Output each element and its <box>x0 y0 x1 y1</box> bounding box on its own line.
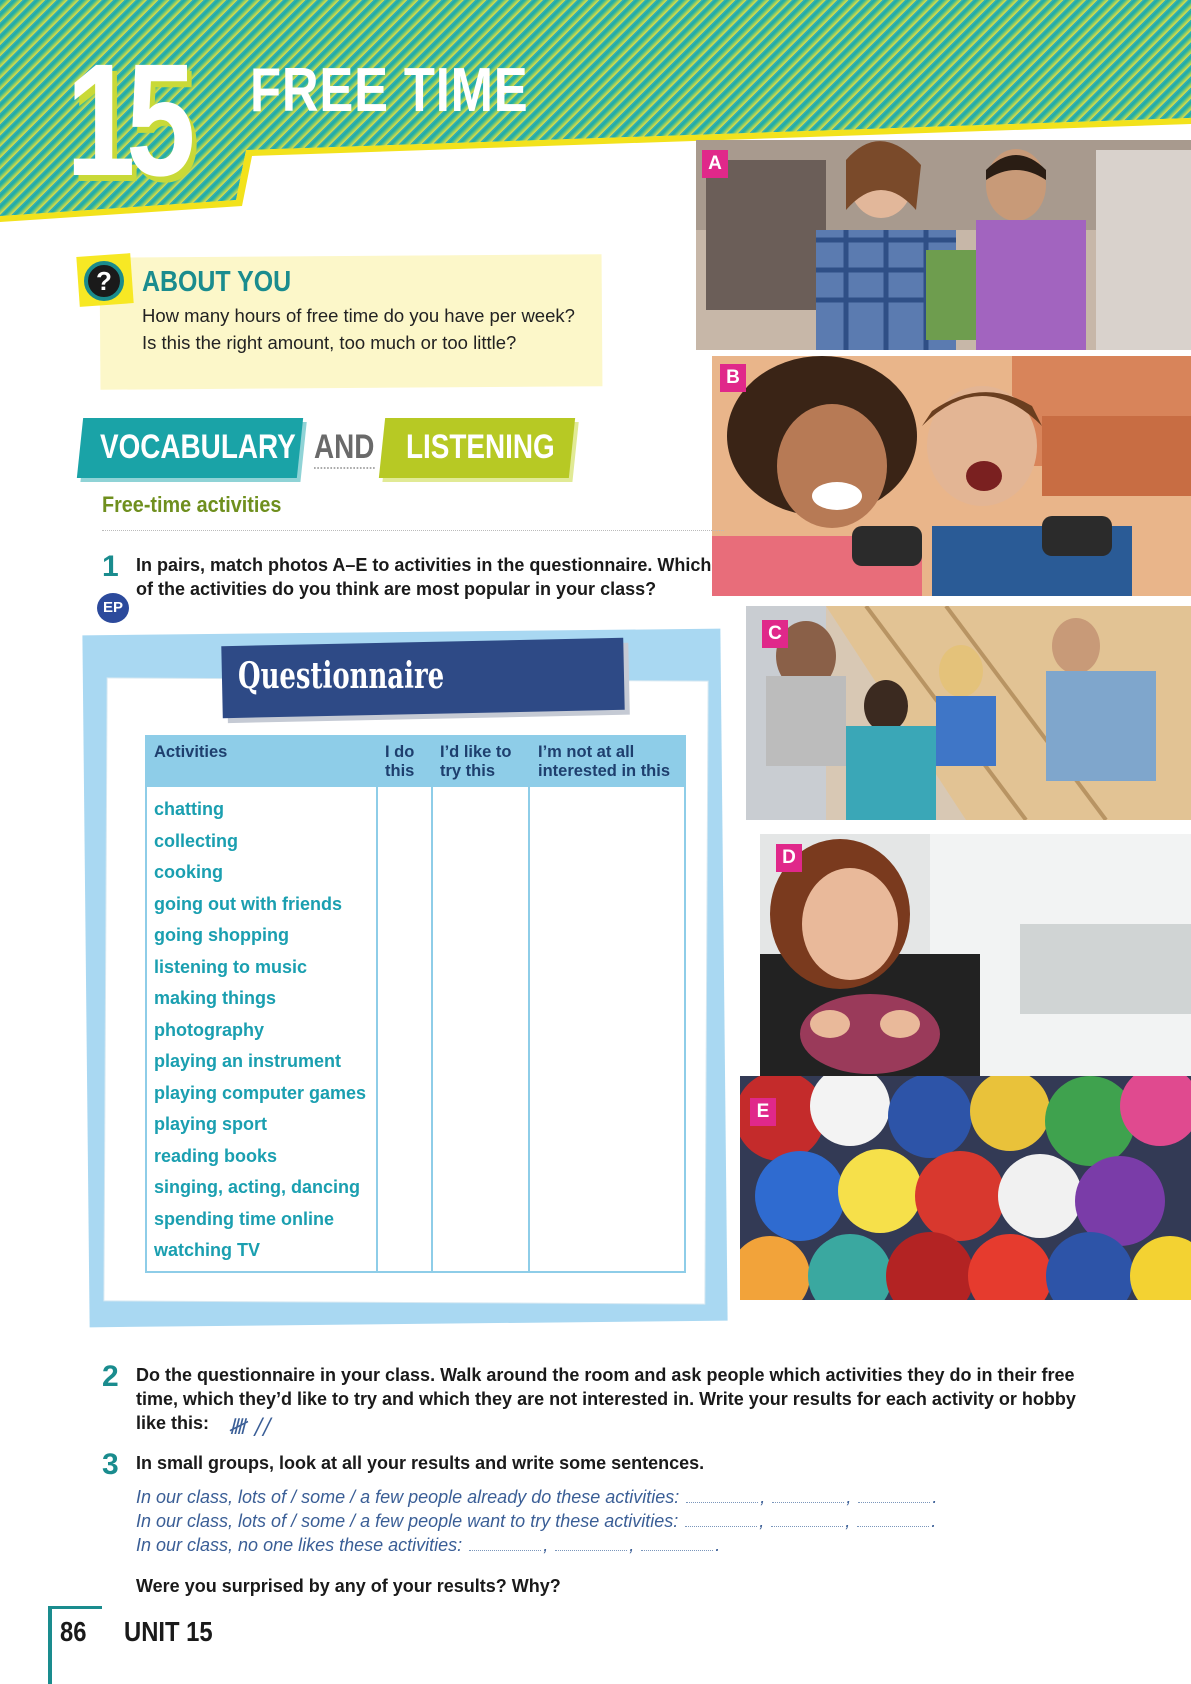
exercise-3-number: 3 <box>102 1448 119 1481</box>
photo-label-c: C <box>762 620 788 648</box>
photo-label-a: A <box>702 150 728 178</box>
questionnaire-table <box>145 735 686 1273</box>
activity-item: reading books <box>154 1146 278 1166</box>
activity-item: playing sport <box>154 1114 268 1134</box>
exercise-2-line-3: like this: <box>136 1413 210 1433</box>
footer-rule <box>48 1606 102 1609</box>
footer-bar <box>48 1606 52 1684</box>
about-you-title: ABOUT YOU <box>142 266 292 298</box>
photo-c <box>746 606 1191 820</box>
activity-item: going out with friends <box>154 894 342 914</box>
activity-item: cooking <box>154 862 224 882</box>
activity-item: playing an instrument <box>154 1051 342 1071</box>
sentence-line-2: In our class, lots of / some / a few people want to try these activities: , , . <box>136 1511 937 1531</box>
sentence-line-3: In our class, no one likes these activities: , , . <box>136 1535 721 1555</box>
header-i-do-this <box>385 743 414 781</box>
page-number: 86 <box>60 1616 87 1647</box>
photo-label-b: B <box>720 364 746 392</box>
header-i-do-line-2: this <box>385 762 415 780</box>
unit-title: FREE TIME <box>250 56 529 125</box>
photo-label-d: D <box>776 844 802 872</box>
photo-a-image <box>696 140 1191 350</box>
sentence-line-1: In our class, lots of / some / a few people already do these activities: , , . <box>136 1487 938 1507</box>
photo-e-image <box>740 1076 1191 1300</box>
header-like-line-1: I’d like to <box>440 743 512 761</box>
unit-number: 15 <box>66 30 187 209</box>
answer-blank[interactable] <box>469 1537 541 1551</box>
answer-blank[interactable] <box>858 1489 930 1503</box>
activity-item: going shopping <box>154 925 289 945</box>
answer-blank[interactable] <box>685 1513 757 1527</box>
photo-c-image <box>746 606 1191 820</box>
sentence-1-text: In our class, lots of / some / a few people already do these activities: <box>136 1487 680 1507</box>
question-icon: ? <box>84 261 124 301</box>
header-not-interested <box>538 743 670 781</box>
header-activities: Activities <box>154 743 228 761</box>
header-not-line-2: interested in this <box>538 762 671 780</box>
activity-item: playing computer games <box>154 1083 367 1103</box>
exercise-1-line-2: of the activities do you think are most popular in your class? <box>136 579 657 599</box>
activity-item: singing, acting, dancing <box>154 1177 361 1197</box>
photo-d <box>760 834 1191 1080</box>
activity-item: photography <box>154 1020 264 1040</box>
photo-b-image <box>712 356 1191 596</box>
questionnaire-title: Questionnaire <box>238 655 445 697</box>
answer-blank[interactable] <box>641 1537 713 1551</box>
activity-item: making things <box>154 988 277 1008</box>
questionnaire-header-row <box>147 737 684 787</box>
answer-blank[interactable] <box>771 1513 843 1527</box>
header-not-line-1: I’m not at all <box>538 743 635 761</box>
and-label: AND <box>314 428 374 469</box>
exercise-3-question: Were you surprised by any of your results? Why? <box>136 1576 561 1596</box>
activity-item: listening to music <box>154 957 308 977</box>
activity-item: spending time online <box>154 1209 335 1229</box>
ep-badge[interactable]: EP <box>97 593 129 623</box>
exercise-3-instruction: In small groups, look at all your results and write some sentences. <box>136 1453 705 1473</box>
subheading-divider <box>102 530 724 531</box>
exercise-2-number: 2 <box>102 1360 119 1393</box>
exercise-2-line-1: Do the questionnaire in your class. Walk around the room and ask people which activities they do in their free <box>136 1365 1075 1385</box>
answer-blank[interactable] <box>857 1513 929 1527</box>
photo-a <box>696 140 1191 350</box>
answer-blank[interactable] <box>555 1537 627 1551</box>
header-like-to-try <box>440 743 512 781</box>
exercise-2-line-2: time, which they’d like to try and which they are not interested in. Write your results for each activity or hobby <box>136 1389 1076 1409</box>
exercise-1-line-1: In pairs, match photos A–E to activities in the questionnaire. Which <box>136 555 712 575</box>
column-divider <box>431 737 433 1271</box>
section-subheading: Free-time activities <box>102 492 282 517</box>
photo-b <box>712 356 1191 596</box>
about-question-2: Is this the right amount, too much or too little? <box>142 332 517 353</box>
sentence-3-text: In our class, no one likes these activities: <box>136 1535 463 1555</box>
column-divider <box>376 737 378 1271</box>
footer-unit-label: UNIT 15 <box>124 1616 213 1647</box>
photo-d-image <box>760 834 1191 1080</box>
activity-item: collecting <box>154 831 239 851</box>
photo-label-e: E <box>750 1098 776 1126</box>
answer-blank[interactable] <box>686 1489 758 1503</box>
listening-label: LISTENING <box>406 428 555 466</box>
column-divider <box>528 737 530 1271</box>
photo-e <box>740 1076 1191 1300</box>
activity-item: watching TV <box>154 1240 261 1260</box>
about-question-1: How many hours of free time do you have per week? <box>142 305 575 326</box>
exercise-1-number: 1 <box>102 550 119 583</box>
tally-example: 𝍸 // <box>228 1415 272 1440</box>
answer-blank[interactable] <box>772 1489 844 1503</box>
activity-item: chatting <box>154 799 224 819</box>
sentence-2-text: In our class, lots of / some / a few people want to try these activities: <box>136 1511 679 1531</box>
header-like-line-2: try this <box>440 762 496 780</box>
header-i-do-line-1: I do <box>385 743 415 761</box>
vocabulary-label: VOCABULARY <box>100 428 296 466</box>
